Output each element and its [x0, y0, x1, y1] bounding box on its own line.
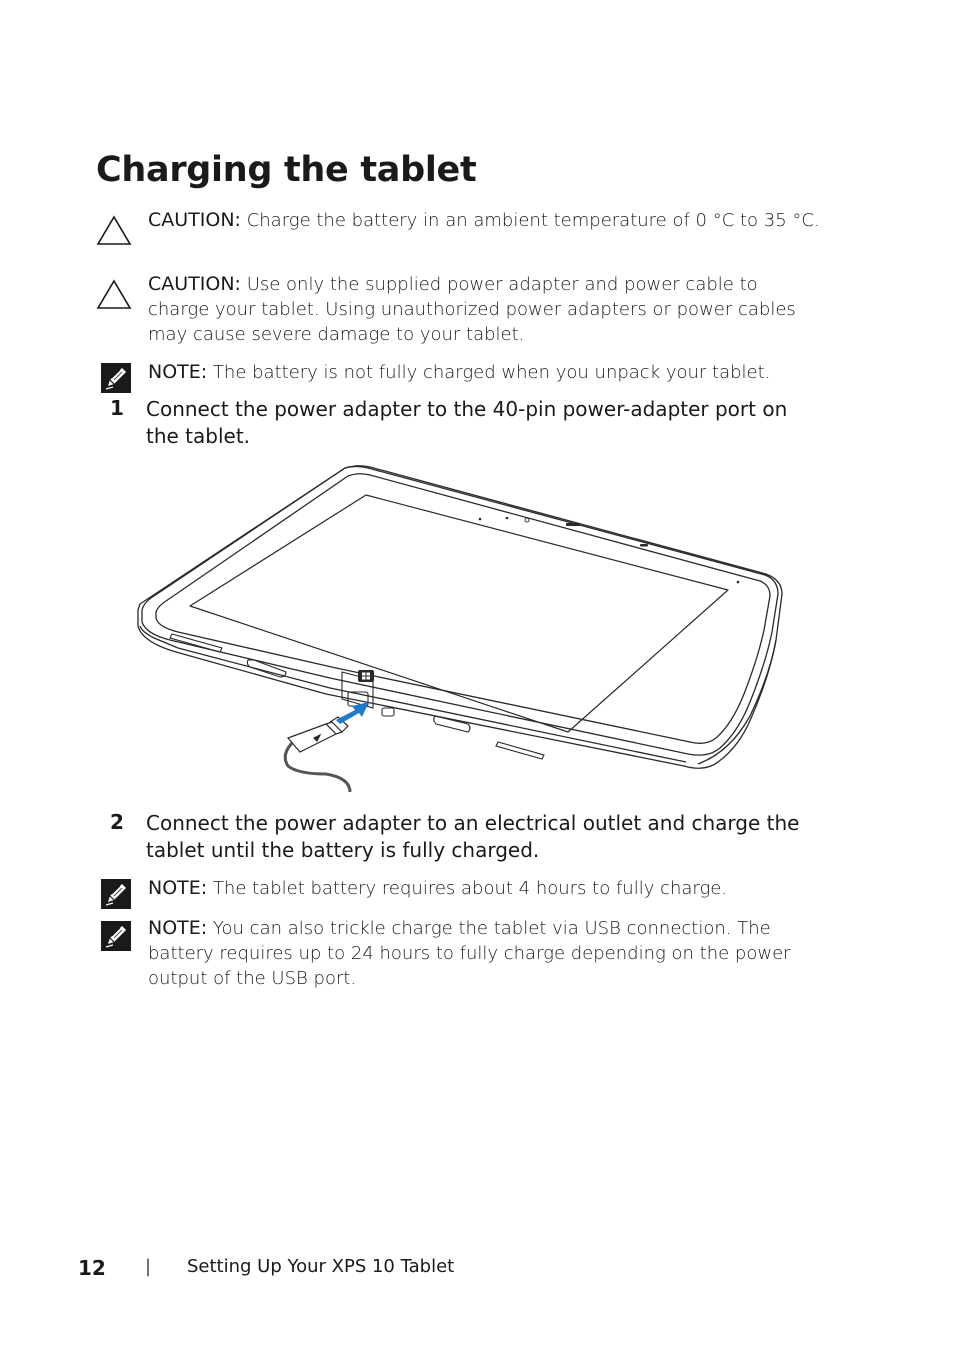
note-pencil-icon [101, 921, 131, 951]
caution-message: Charge the battery in an ambient temperature of 0 °C to 35 °C. [246, 210, 820, 231]
note-text [148, 876, 820, 901]
caution-triangle-icon [96, 214, 132, 246]
note-message: The tablet battery requires about 4 hours to fully charge. [212, 878, 728, 899]
note-pencil-icon [101, 879, 131, 909]
step-number: 2 [110, 810, 124, 834]
caution-text [148, 208, 820, 233]
footer-separator: | [145, 1256, 152, 1277]
note-notice [96, 916, 820, 996]
tablet-charging-illustration [130, 462, 790, 792]
note-message: You can also trickle charge the tablet via USB connection. The battery requires up to 24 hours to fully charge depending on the power output of the USB port. [148, 918, 791, 989]
windows-button-icon [358, 670, 374, 682]
note-text [148, 360, 820, 385]
step-text: Connect the power adapter to an electrical outlet and charge the tablet until the battery is fully charged. [146, 811, 800, 862]
page-number: 12 [78, 1256, 106, 1280]
caution-notice [96, 272, 820, 350]
caution-triangle-icon [96, 278, 132, 310]
note-label: NOTE: [148, 877, 208, 899]
step-text: Connect the power adapter to the 40-pin power-adapter port on the tablet. [146, 397, 788, 448]
page-title: Charging the tablet [96, 150, 477, 190]
note-notice [96, 360, 820, 392]
note-text [148, 916, 820, 991]
note-label: NOTE: [148, 917, 208, 939]
note-notice [96, 876, 820, 908]
note-pencil-icon [101, 363, 131, 393]
step-number: 1 [110, 396, 124, 420]
caution-label: CAUTION: [148, 273, 241, 295]
note-label: NOTE: [148, 361, 208, 383]
step-item [96, 810, 826, 866]
caution-text [148, 272, 820, 347]
caution-message: Use only the supplied power adapter and power cable to charge your tablet. Using unauthorized power adapters or power cables may cause severe damage to your tablet. [148, 274, 796, 345]
caution-notice [96, 208, 820, 260]
power-connector-icon [285, 717, 350, 792]
insert-arrow-icon [336, 702, 369, 724]
step-item [96, 396, 826, 452]
note-message: The battery is not fully charged when you unpack your tablet. [212, 362, 771, 383]
footer-section-title: Setting Up Your XPS 10 Tablet [187, 1256, 455, 1277]
caution-label: CAUTION: [148, 209, 241, 231]
